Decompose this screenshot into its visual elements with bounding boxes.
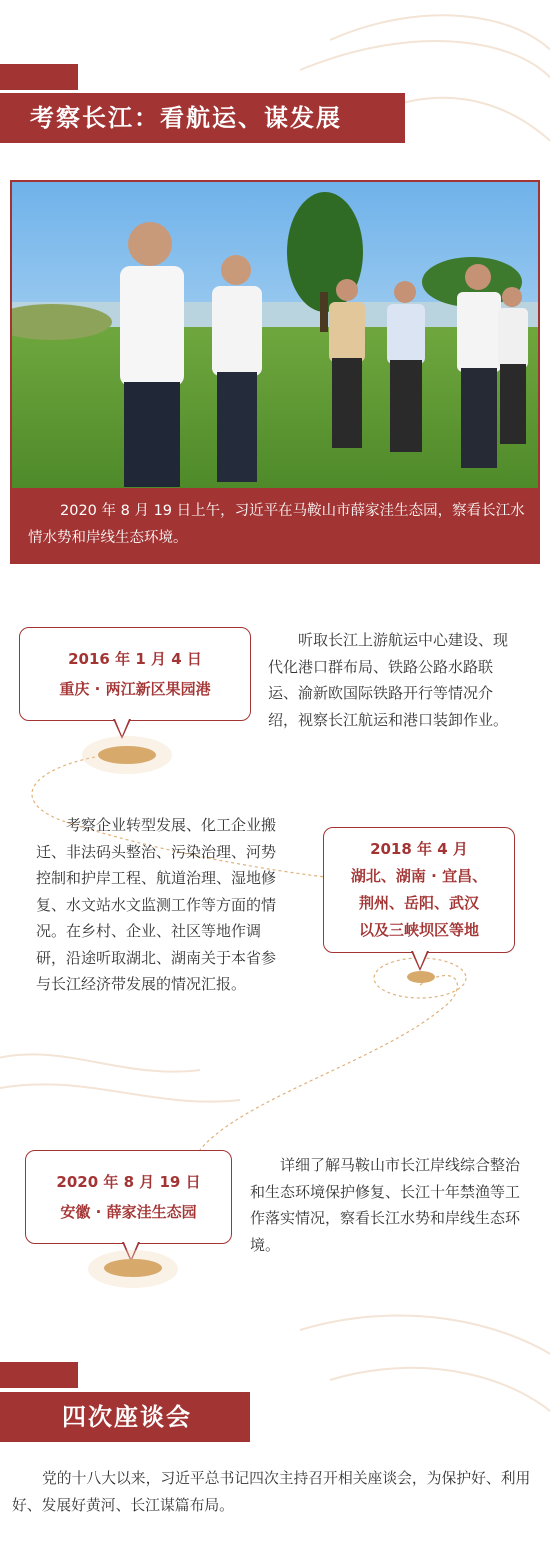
event-card-2016 <box>19 627 251 721</box>
event-date: 2020 年 8 月 19 日 <box>56 1173 201 1191</box>
section2-banner <box>0 1392 250 1442</box>
event-card-2018 <box>323 827 515 953</box>
section1-title: 考察长江：看航运、谋发展 <box>30 104 342 132</box>
photo-illustration <box>12 182 538 488</box>
inspection-photo <box>12 182 538 488</box>
event-place-line: 荆州、岳阳、武汉 <box>358 894 479 912</box>
section2-paragraph: 党的十八大以来，习近平总书记四次主持召开相关座谈会，为保护好、利用好、发展好黄河、长江谋篇布局。 <box>12 1470 531 1514</box>
photo-caption: 2020 年 8 月 19 日上午，习近平在马鞍山市薛家洼生态园，察看长江水情水势和岸线生态环境。 <box>28 503 525 546</box>
section1-banner-tab <box>0 64 78 90</box>
event-date: 2016 年 1 月 4 日 <box>68 650 202 668</box>
event-place-line: 以及三峡坝区等地 <box>358 921 479 939</box>
event-description: 考察企业转型发展、化工企业搬迁、非法码头整治、污染治理、河势控制和护岸工程、航道治理、湿地修复、水文站水文监测工作等方面的情况。在乡村、企业、社区等地作调研，沿途听取湖北、湖南关于本省参与长江经济带发展的情况汇报。 <box>36 816 277 993</box>
timeline-dot <box>98 746 156 764</box>
event-description: 听取长江上游航运中心建设、现代化港口群布局、铁路公路水路联运、渝新欧国际铁路开行等情况介绍，视察长江航运和港口装卸作业。 <box>268 631 509 729</box>
photo-card <box>10 180 540 564</box>
event-place-line: 湖北、湖南 · 宜昌、 <box>350 867 488 885</box>
event-place: 安徽 · 薛家洼生态园 <box>60 1203 197 1221</box>
timeline-dot <box>104 1259 162 1277</box>
section2-title: 四次座谈会 <box>62 1403 192 1431</box>
event-description: 详细了解马鞍山市长江岸线综合整治和生态环境保护修复、长江十年禁渔等工作落实情况，察看长江水势和岸线生态环境。 <box>250 1156 521 1254</box>
timeline-dot <box>407 971 435 983</box>
section2-banner-tab <box>0 1362 78 1388</box>
section1-banner <box>0 93 405 143</box>
event-place: 重庆 · 两江新区果园港 <box>59 680 211 698</box>
event-date: 2018 年 4 月 <box>370 840 468 858</box>
event-card-2020 <box>25 1150 232 1244</box>
